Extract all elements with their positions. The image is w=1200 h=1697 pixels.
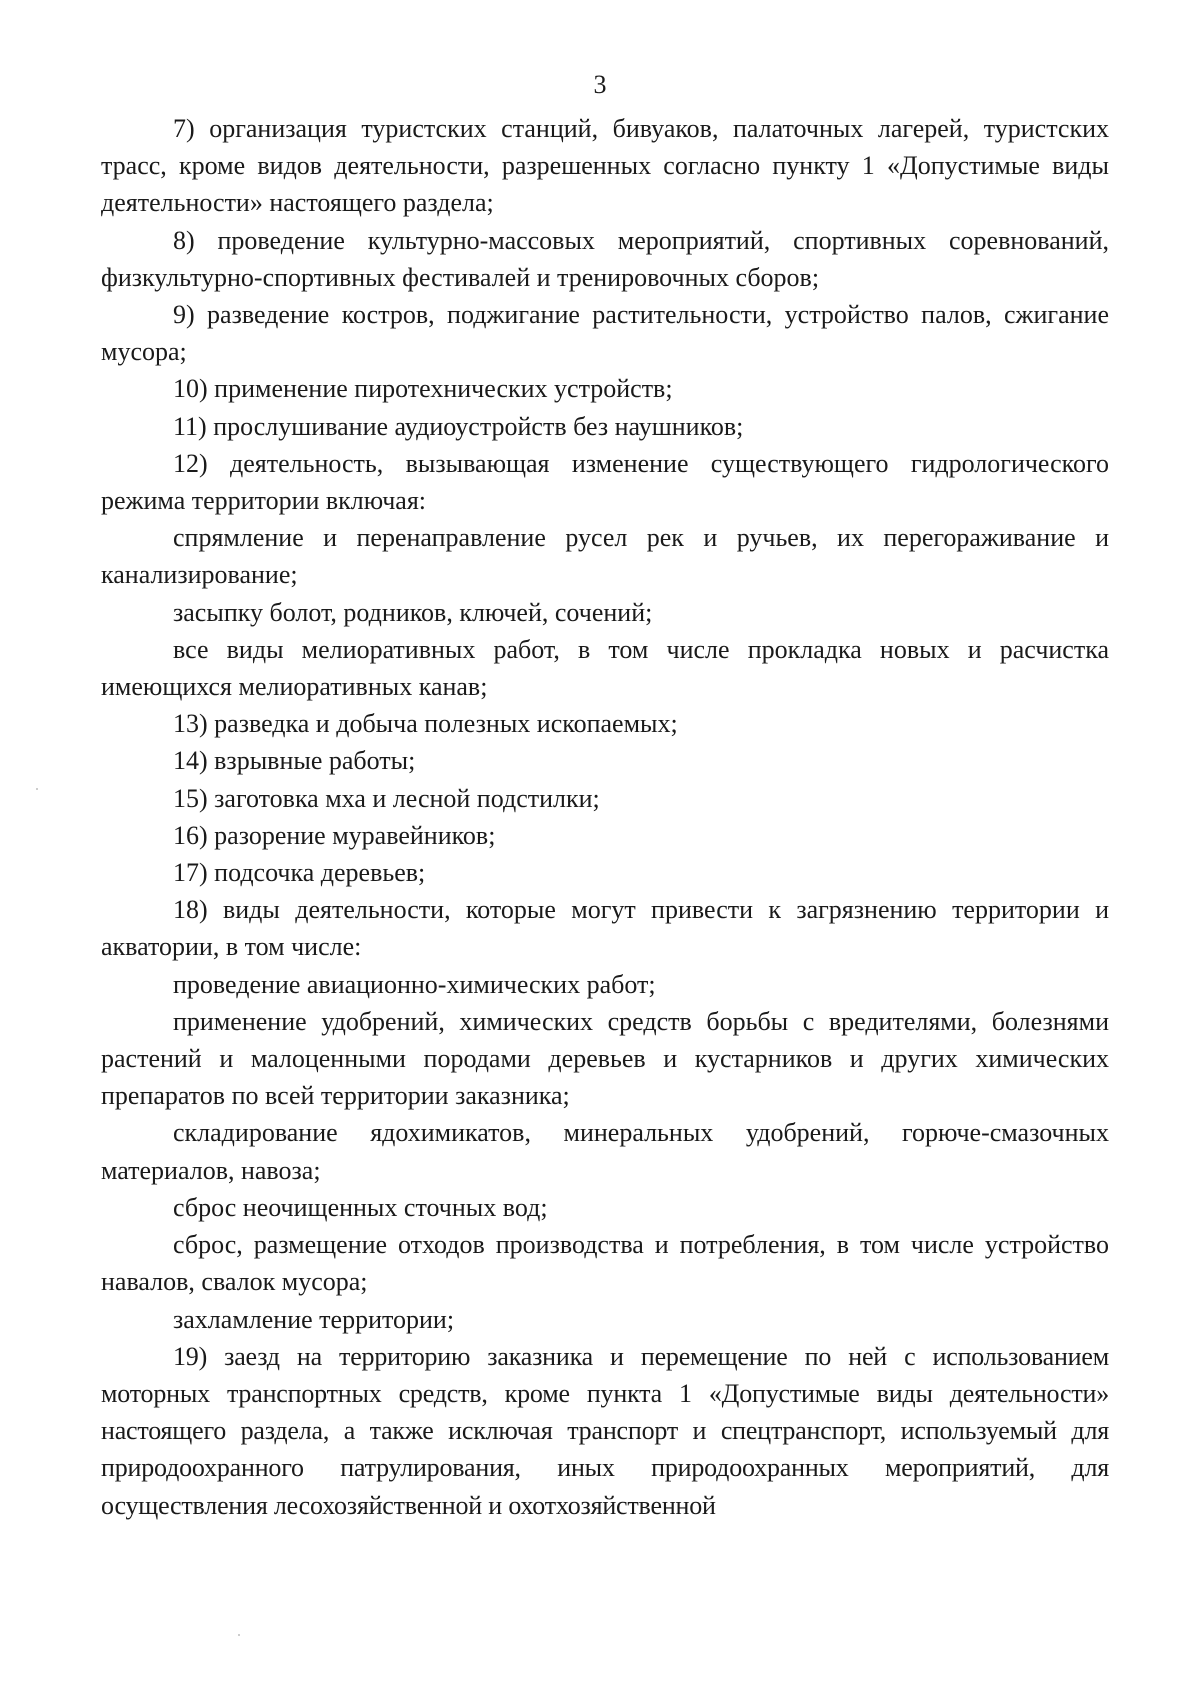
paragraph-item-16: 16) разорение муравейников; bbox=[173, 820, 496, 850]
paragraph-subitem-fertilizers: применение удобрений, химических средств борьбы с вредителями, болезнями растений и малоценными породами деревьев и кустарников и других химических препаратов по всей территории заказника; bbox=[101, 1006, 1109, 1111]
paragraph-item-13: 13) разведка и добыча полезных ископаемых; bbox=[173, 709, 678, 739]
paragraph-subitem-storage: складирование ядохимикатов, минеральных удобрений, горюче-смазочных материалов, навоза; bbox=[101, 1118, 1109, 1185]
paragraph-item-11: 11) прослушивание аудиоустройств без наушников; bbox=[173, 411, 744, 441]
paragraph-item-15: 15) заготовка мха и лесной подстилки; bbox=[173, 783, 600, 813]
paragraph-item-18: 18) виды деятельности, которые могут привести к загрязнению территории и акватории, в том числе: bbox=[101, 895, 1109, 962]
paragraph-item-14: 14) взрывные работы; bbox=[173, 746, 416, 776]
scan-speck bbox=[238, 1634, 240, 1636]
paragraph-item-10: 10) применение пиротехнических устройств; bbox=[173, 374, 673, 404]
paragraph-item-12: 12) деятельность, вызывающая изменение существующего гидрологического режима территории включая: bbox=[101, 448, 1109, 516]
paragraph-subitem-waste: сброс, размещение отходов производства и потребления, в том числе устройство навалов, свалок мусора; bbox=[101, 1230, 1109, 1297]
paragraph-item-19: 19) заезд на территорию заказника и перемещение по ней с использованием моторных транспортных средств, кроме пункта 1 «Допустимые виды деятельности» настоящего раздела, а также исключая транспорт и спецтранспорт, используемый для природоохранного патрулирования, иных природоохранных мероприятий, для осуществления лесохозяйственной и охотхозяйственной bbox=[101, 1341, 1109, 1520]
page-number: 3 bbox=[593, 70, 607, 99]
paragraph-subitem-swamps: засыпку болот, родников, ключей, сочений; bbox=[173, 597, 653, 627]
paragraph-subitem-melioration: все виды мелиоративных работ, в том числе прокладка новых и расчистка имеющихся мелиоративных канав; bbox=[101, 634, 1109, 702]
paragraph-subitem-wastewater: сброс неочищенных сточных вод; bbox=[173, 1192, 548, 1222]
paragraph-item-17: 17) подсочка деревьев; bbox=[173, 858, 426, 888]
paragraph-item-7: 7) организация туристских станций, бивуаков, палаточных лагерей, туристских трасс, кроме видов деятельности, разрешенных согласно пункту 1 «Допустимые виды деятельности» настоящего раздела; bbox=[101, 114, 1109, 218]
paragraph-subitem-littering: захламление территории; bbox=[173, 1304, 455, 1334]
paragraph-subitem-aviation: проведение авиационно-химических работ; bbox=[173, 969, 656, 999]
paragraph-item-8: 8) проведение культурно-массовых мероприятий, спортивных соревнований, физкультурно-спортивных фестивалей и тренировочных сборов; bbox=[101, 225, 1109, 292]
paragraph-item-9: 9) разведение костров, поджигание растительности, устройство палов, сжигание мусора; bbox=[101, 300, 1109, 367]
document-body bbox=[101, 110, 1109, 1524]
scan-speck bbox=[36, 788, 38, 790]
paragraph-subitem-riverbeds: спрямление и перенаправление русел рек и ручьев, их перегораживание и канализирование; bbox=[101, 523, 1109, 590]
